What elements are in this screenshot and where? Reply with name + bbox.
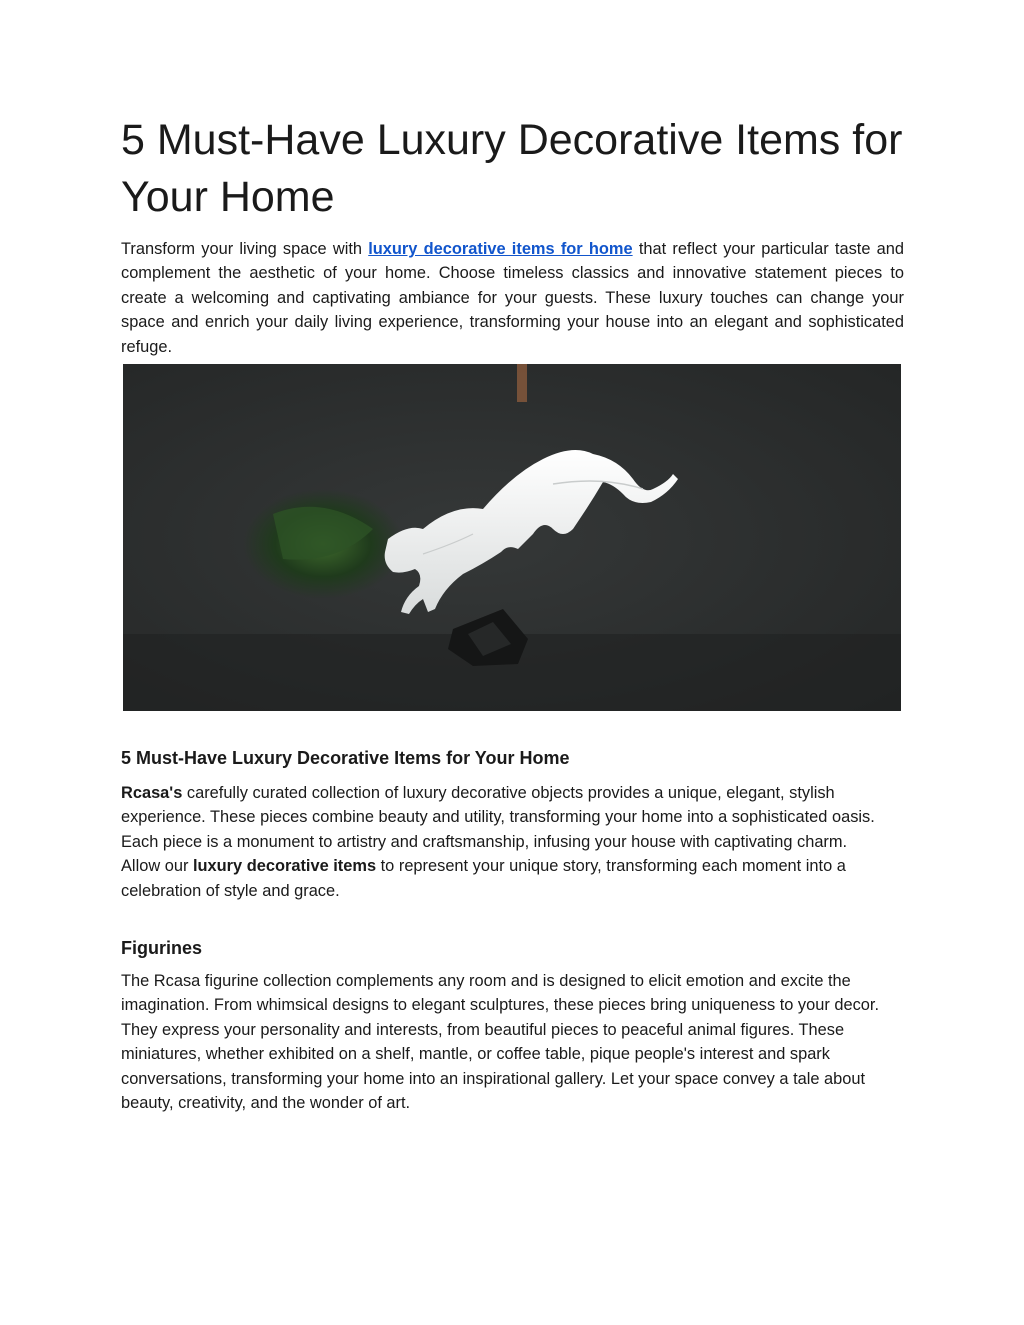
brand-name: Rcasa's xyxy=(121,784,183,802)
bold-keyword: luxury decorative items xyxy=(192,857,377,876)
section-heading-figurines: Figurines xyxy=(121,938,203,958)
section-heading-collection: 5 Must-Have Luxury Decorative Items for Your Home xyxy=(121,748,570,768)
panther-figurine-photo xyxy=(123,364,901,711)
page-title: 5 Must-Have Luxury Decorative Items for Your Home xyxy=(121,116,903,221)
figurines-paragraph: The Rcasa figurine collection complements any room and is designed to elicit emotion and excite the imagination. From whimsical designs to elegant sculptures, these pieces bring uniqueness to your decor. They express your personality and interests, from beautiful pieces to peaceful animal figures. These miniatures, whether exhibited on a shelf, mantle, or coffee table, pique people's interest and spark conversations, transforming your home into an inspirational gallery. Let your space convey a tale about beauty, creativity, and the wonder of art. xyxy=(121,972,880,1113)
intro-text-start: Transform your living space with xyxy=(121,240,369,258)
intro-text-end: that reflect your particular taste and complement the aesthetic of your home. Choose timeless classics and innovative statement pieces to create a welcoming and captivating ambiance for your guests. These luxury touches can change your space and enrich your daily living experience, transforming your house into an elegant and sophisticated refuge. xyxy=(121,240,904,356)
intro-paragraph xyxy=(121,237,904,359)
luxury-items-link[interactable]: luxury decorative items for home xyxy=(368,240,633,258)
collection-paragraph xyxy=(121,781,881,903)
collection-text-start: carefully curated collection of luxury decorative objects provides a unique, elegant, stylish experience. These pieces combine beauty and utility, transforming your home into a sophisticated oasis. Each piece is a monument to artistry and craftsmanship, infusing your house with captivating charm. Allow our xyxy=(121,784,875,876)
collection-text-end: to represent your unique story, transforming each moment into a celebration of style and grace. xyxy=(121,857,846,900)
